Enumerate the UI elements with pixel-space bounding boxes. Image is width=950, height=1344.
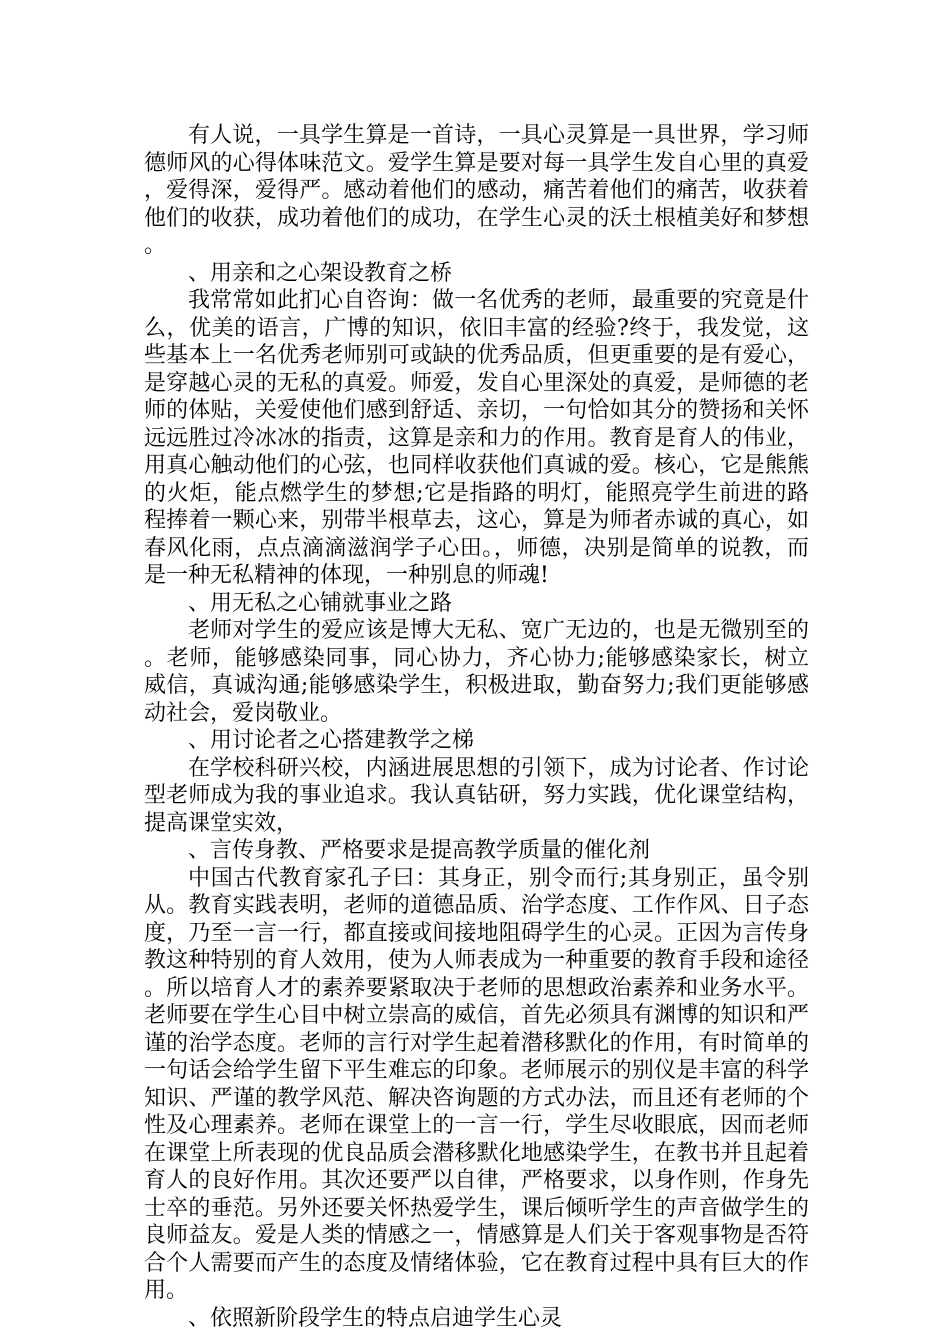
section-heading-2: 、用无私之心铺就事业之路 [188,590,453,616]
document-body [144,122,809,1332]
section-heading-5: 、依照新阶段学生的特点启迪学生心灵 [188,1305,563,1331]
paragraph-section-1: 我常常如此扪心自咨询：做一名优秀的老师，最重要的究竟是什么，优美的语言，广博的知识，依旧丰富的经验?终于，我发觉，这些基本上一名优秀老师别可或缺的优秀品质，但更重要的是有爱心，是穿越心灵的无私的真爱。师爱，发自心里深处的真爱，是师德的老师的体贴，关爱使他们感到舒适、亲切，一句恰如其分的赞扬和关怀远远胜过冷冰冰的指责，这算是亲和力的作用。教育是育人的伟业，用真心触动他们的心弦，也同样收获他们真诚的爱。核心，它是熊熊的火炬，能点燃学生的梦想;它是指路的明灯，能照亮学生前进的路程捧着一颗心来，别带半根草去，这心，算是为师者赤诚的真心，如春风化雨，点点滴滴滋润学子心田。，师德，决别是简单的说教，而是一种无私精神的体现，一种别息的师魂! [144,288,809,588]
section-heading-1: 、用亲和之心架设教育之桥 [188,260,453,286]
section-heading-3: 、用讨论者之心搭建教学之梯 [188,728,475,753]
paragraph-section-4: 中国古代教育家孔子曰：其身正，别令而行;其身别正，虽令别从。教育实践表明，老师的道德品质、治学态度、工作作风、日子态度，乃至一言一行，都直接或间接地阻碍学生的心灵。正因为言传身教这种特别的育人效用，使为人师表成为一种重要的教育手段和途径。所以培育人才的素养要紧取决于老师的思想政治素养和业务水平。 老师要在学生心目中树立崇高的威信，首先必须具有渊博的知识和严谨的治学态度。老师的言行对学生起着潜移默化的作用，有时简单的一句话会给学生留下平生难忘的印象。老师展示的别仪是丰富的科学知识、严谨的教学风范、解决咨询题的方式办法，而且还有老师的个性及心理素养。老师在课堂上的一言一行，学生尽收眼底，因而老师在课堂上所表现的优良品质会潜移默化地感染学生，在教书并且起着育人的良好作用。其次还要严以自律，严格要求，以身作则，作身先士卒的垂范。另外还要关怀热爱学生，课后倾听学生的声音做学生的良师益友。爱是人类的情感之一，情感算是人们关于客观事物是否符合个人需要而产生的态度及情绪体验，它在教育过程中具有巨大的作用。 [144,865,809,1303]
paragraph-intro: 有人说，一具学生算是一首诗，一具心灵算是一具世界，学习师德师风的心得体味范文。爱学生算是要对每一具学生发自心里的真爱，爱得深，爱得严。感动着他们的感动，痛苦着他们的痛苦，收获着他们的收获，成功着他们的成功，在学生心灵的沃土根植美好和梦想。 [144,123,809,258]
section-heading-4: 、言传身教、严格要求是提高教学质量的催化剂 [188,838,651,863]
paragraph-section-3: 在学校科研兴校，内涵进展思想的引领下，成为讨论者、作讨论型老师成为我的事业追求。我认真钻研，努力实践，优化课堂结构，提高课堂实效， [144,755,809,836]
paragraph-section-2: 老师对学生的爱应该是博大无私、宽广无边的，也是无微别至的。老师，能够感染同事，同心协力，齐心协力;能够感染家长，树立威信，真诚沟通;能够感染学生，积极进取，勤奋努力;我们更能够感动社会，爱岗敬业。 [144,618,809,726]
